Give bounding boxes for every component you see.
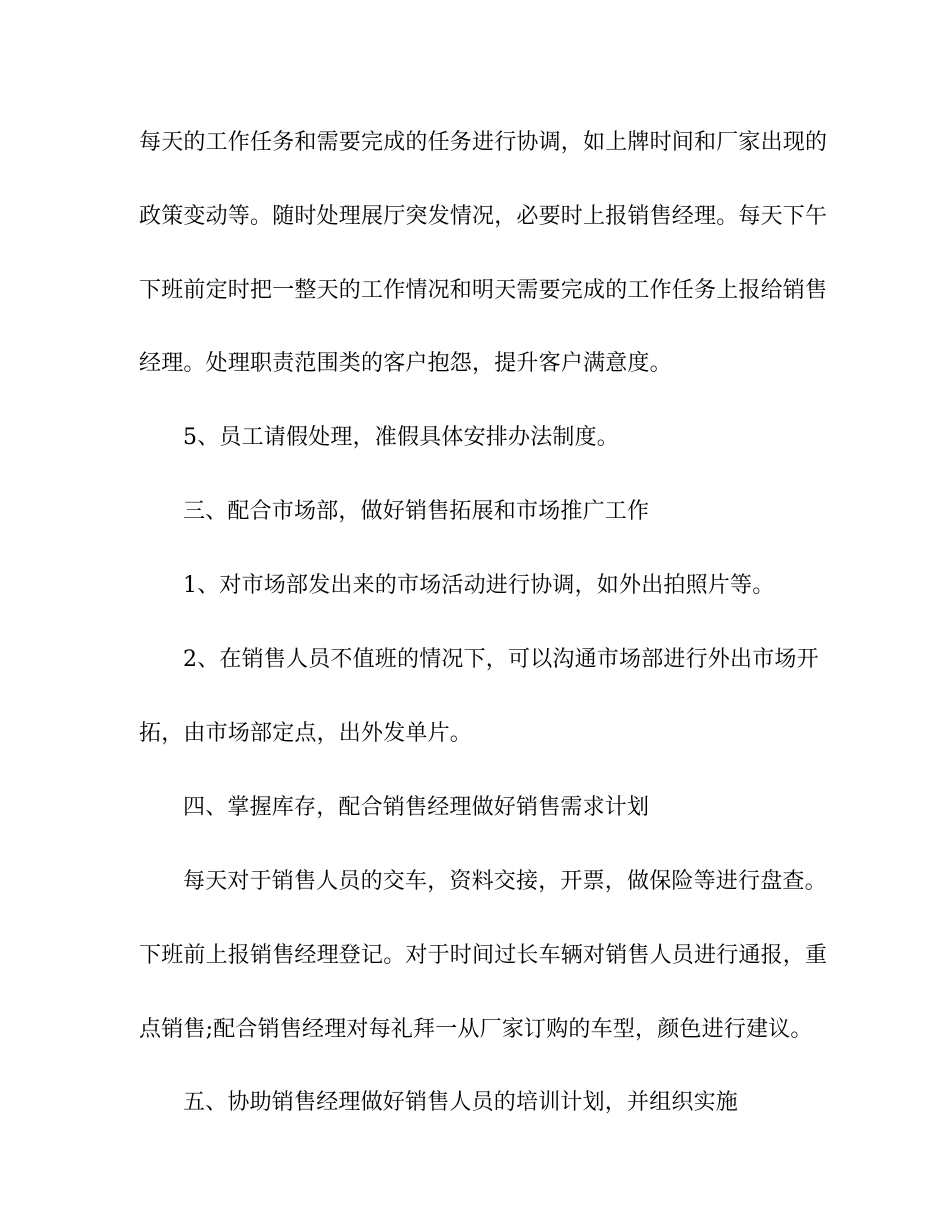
section-heading: 五、协助销售经理做好销售人员的培训计划，并组织实施 [183,1090,739,1115]
list-item-line: 1、对市场部发出来的市场活动进行协调，如外出拍照片等。 [183,573,775,598]
list-item-line: 2、在销售人员不值班的情况下，可以沟通市场部进行外出市场开 [183,647,819,672]
section-heading: 四、掌握库存，配合销售经理做好销售需求计划 [183,795,650,820]
paragraph-line: 政策变动等。随时处理展厅突发情况，必要时上报销售经理。每天下午 [139,204,828,229]
paragraph-line: 拓，由市场部定点，出外发单片。 [139,721,473,746]
paragraph-line: 下班前上报销售经理登记。对于时间过长车辆对销售人员进行通报，重 [139,943,828,968]
paragraph-line: 每天对于销售人员的交车，资料交接，开票，做保险等进行盘查。 [183,869,827,894]
paragraph-line: 下班前定时把一整天的工作情况和明天需要完成的工作任务上报给销售 [139,278,828,303]
paragraph-line: 点销售;配合销售经理对每礼拜一从厂家订购的车型，颜色进行建议。 [139,1017,813,1042]
section-heading: 三、配合市场部，做好销售拓展和市场推广工作 [183,499,650,524]
list-item-line: 5、员工请假处理，准假具体安排办法制度。 [183,425,619,450]
paragraph-line: 经理。处理职责范围类的客户抱怨，提升客户满意度。 [139,351,672,376]
paragraph-line: 每天的工作任务和需要完成的任务进行协调，如上牌时间和厂家出现的 [139,130,828,155]
